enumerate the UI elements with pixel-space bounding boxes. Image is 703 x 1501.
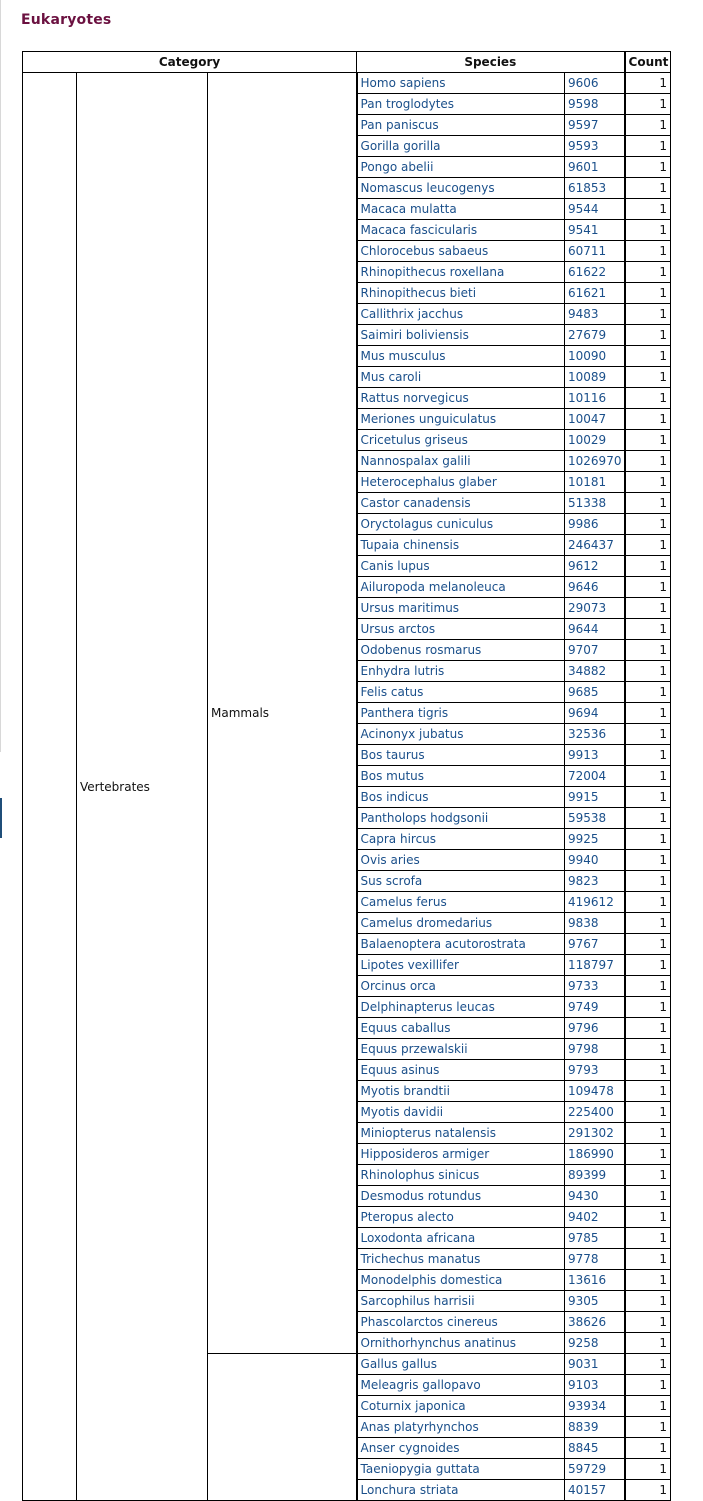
taxonomy-id-cell: 9785 bbox=[565, 1228, 625, 1249]
category-empty-cell bbox=[23, 73, 77, 1501]
count-cell: 1 bbox=[625, 1438, 671, 1459]
count-cell: 1 bbox=[625, 892, 671, 913]
table-body bbox=[23, 73, 671, 1501]
species-link[interactable]: Monodelphis domestica bbox=[360, 1273, 503, 1287]
species-link[interactable]: Equus caballus bbox=[360, 1021, 451, 1035]
count-cell: 1 bbox=[625, 304, 671, 325]
species-link[interactable]: Tupaia chinensis bbox=[360, 538, 460, 552]
taxonomy-id-cell: 9646 bbox=[565, 577, 625, 598]
count-cell: 1 bbox=[625, 220, 671, 241]
species-link[interactable]: Castor canadensis bbox=[360, 496, 471, 510]
count-cell: 1 bbox=[625, 1207, 671, 1228]
count-cell: 1 bbox=[625, 787, 671, 808]
count-cell: 1 bbox=[625, 556, 671, 577]
count-cell: 1 bbox=[625, 829, 671, 850]
count-cell: 1 bbox=[625, 1123, 671, 1144]
count-cell: 1 bbox=[625, 577, 671, 598]
species-name-cell bbox=[357, 1270, 565, 1291]
taxonomy-id-cell: 1026970 bbox=[565, 451, 625, 472]
species-link[interactable]: Gorilla gorilla bbox=[360, 139, 441, 153]
taxonomy-id-cell: 9733 bbox=[565, 976, 625, 997]
species-name-cell bbox=[357, 136, 565, 157]
taxonomy-id-cell: 9258 bbox=[565, 1333, 625, 1354]
taxonomy-id-cell: 59729 bbox=[565, 1459, 625, 1480]
species-link[interactable]: Mus musculus bbox=[360, 349, 446, 363]
taxonomy-id-cell: 9541 bbox=[565, 220, 625, 241]
count-cell: 1 bbox=[625, 1459, 671, 1480]
species-link[interactable]: Pan troglodytes bbox=[360, 97, 455, 111]
species-link[interactable]: Coturnix japonica bbox=[360, 1399, 466, 1413]
species-name-cell bbox=[357, 598, 565, 619]
species-name-cell bbox=[357, 871, 565, 892]
count-cell: 1 bbox=[625, 178, 671, 199]
species-link[interactable]: Odobenus rosmarus bbox=[360, 643, 482, 657]
species-name-cell bbox=[357, 493, 565, 514]
species-link[interactable]: Capra hircus bbox=[360, 832, 437, 846]
species-name-cell bbox=[357, 115, 565, 136]
count-cell: 1 bbox=[625, 283, 671, 304]
taxonomy-id-cell: 34882 bbox=[565, 661, 625, 682]
taxonomy-id-cell: 9402 bbox=[565, 1207, 625, 1228]
taxonomy-id-cell: 118797 bbox=[565, 955, 625, 976]
species-table bbox=[22, 51, 671, 1501]
species-link[interactable]: Miniopterus natalensis bbox=[360, 1126, 496, 1140]
species-name-cell bbox=[357, 220, 565, 241]
species-link[interactable]: Camelus dromedarius bbox=[360, 916, 493, 930]
species-name-cell bbox=[357, 283, 565, 304]
taxonomy-id-cell: 32536 bbox=[565, 724, 625, 745]
species-name-cell bbox=[357, 1438, 565, 1459]
taxonomy-id-cell: 9593 bbox=[565, 136, 625, 157]
species-link[interactable]: Nannospalax galili bbox=[360, 454, 471, 468]
taxonomy-id-cell: 9767 bbox=[565, 934, 625, 955]
count-cell: 1 bbox=[625, 157, 671, 178]
count-cell: 1 bbox=[625, 871, 671, 892]
species-name-cell bbox=[357, 451, 565, 472]
count-cell: 1 bbox=[625, 136, 671, 157]
page-edge-marker bbox=[0, 798, 2, 838]
species-name-cell bbox=[357, 724, 565, 745]
species-link[interactable]: Anser cygnoides bbox=[360, 1441, 460, 1455]
taxonomy-id-cell: 9915 bbox=[565, 787, 625, 808]
species-link[interactable]: Rhinopithecus bieti bbox=[360, 286, 477, 300]
taxonomy-id-cell: 10181 bbox=[565, 472, 625, 493]
species-link[interactable]: Macaca mulatta bbox=[360, 202, 457, 216]
species-link[interactable]: Pan paniscus bbox=[360, 118, 439, 132]
species-link[interactable]: Ailuropoda melanoleuca bbox=[360, 580, 506, 594]
taxonomy-id-cell: 60711 bbox=[565, 241, 625, 262]
taxonomy-id-cell: 9544 bbox=[565, 199, 625, 220]
count-cell: 1 bbox=[625, 1186, 671, 1207]
species-link[interactable]: Pteropus alecto bbox=[360, 1210, 454, 1224]
taxonomy-id-cell: 10029 bbox=[565, 430, 625, 451]
species-name-cell bbox=[357, 955, 565, 976]
taxonomy-id-cell: 40157 bbox=[565, 1480, 625, 1501]
species-name-cell bbox=[357, 1354, 565, 1375]
species-link[interactable]: Felis catus bbox=[360, 685, 424, 699]
count-cell: 1 bbox=[625, 430, 671, 451]
taxonomy-id-cell: 9606 bbox=[565, 73, 625, 94]
species-name-cell bbox=[357, 661, 565, 682]
count-cell: 1 bbox=[625, 955, 671, 976]
taxonomy-id-cell: 9823 bbox=[565, 871, 625, 892]
species-name-cell bbox=[357, 178, 565, 199]
taxonomy-id-cell: 61621 bbox=[565, 283, 625, 304]
taxonomy-id-cell: 9103 bbox=[565, 1375, 625, 1396]
species-name-cell bbox=[357, 976, 565, 997]
section-title: Eukaryotes bbox=[21, 12, 112, 28]
species-link[interactable]: Oryctolagus cuniculus bbox=[360, 517, 494, 531]
species-link[interactable]: Lipotes vexillifer bbox=[360, 958, 459, 972]
count-cell: 1 bbox=[625, 1312, 671, 1333]
count-cell: 1 bbox=[625, 1270, 671, 1291]
taxonomy-id-cell: 93934 bbox=[565, 1396, 625, 1417]
count-cell: 1 bbox=[625, 1480, 671, 1501]
count-cell: 1 bbox=[625, 472, 671, 493]
taxonomy-id-cell: 186990 bbox=[565, 1144, 625, 1165]
taxonomy-id-cell: 9031 bbox=[565, 1354, 625, 1375]
count-cell: 1 bbox=[625, 661, 671, 682]
taxonomy-id-cell: 9986 bbox=[565, 514, 625, 535]
taxonomy-id-cell: 9778 bbox=[565, 1249, 625, 1270]
taxonomy-id-cell: 8839 bbox=[565, 1417, 625, 1438]
taxonomy-id-cell: 9601 bbox=[565, 157, 625, 178]
count-cell: 1 bbox=[625, 514, 671, 535]
count-cell: 1 bbox=[625, 73, 671, 94]
species-name-cell bbox=[357, 913, 565, 934]
count-cell: 1 bbox=[625, 913, 671, 934]
species-link[interactable]: Bos mutus bbox=[360, 769, 425, 783]
count-cell: 1 bbox=[625, 115, 671, 136]
species-link[interactable]: Callithrix jacchus bbox=[360, 307, 464, 321]
species-name-cell bbox=[357, 745, 565, 766]
species-link[interactable]: Sarcophilus harrisii bbox=[360, 1294, 475, 1308]
species-link[interactable]: Ornithorhynchus anatinus bbox=[360, 1336, 516, 1350]
group-category-cell: Mammals bbox=[208, 73, 357, 1354]
species-name-cell bbox=[357, 262, 565, 283]
species-link[interactable]: Equus przewalskii bbox=[360, 1042, 468, 1056]
taxonomy-id-cell: 419612 bbox=[565, 892, 625, 913]
species-name-cell bbox=[357, 514, 565, 535]
species-link[interactable]: Homo sapiens bbox=[360, 76, 446, 90]
species-name-cell bbox=[357, 304, 565, 325]
count-cell: 1 bbox=[625, 1102, 671, 1123]
species-name-cell bbox=[357, 1102, 565, 1123]
species-name-cell bbox=[357, 682, 565, 703]
species-link[interactable]: Macaca fascicularis bbox=[360, 223, 478, 237]
species-name-cell bbox=[357, 892, 565, 913]
taxonomy-id-cell: 9838 bbox=[565, 913, 625, 934]
taxonomy-id-cell: 51338 bbox=[565, 493, 625, 514]
taxonomy-id-cell: 9796 bbox=[565, 1018, 625, 1039]
species-link[interactable]: Pongo abelii bbox=[360, 160, 434, 174]
taxonomy-id-cell: 9793 bbox=[565, 1060, 625, 1081]
taxonomy-id-cell: 9430 bbox=[565, 1186, 625, 1207]
count-cell: 1 bbox=[625, 451, 671, 472]
species-name-cell bbox=[357, 199, 565, 220]
count-cell: 1 bbox=[625, 640, 671, 661]
species-name-cell bbox=[357, 787, 565, 808]
count-cell: 1 bbox=[625, 598, 671, 619]
species-name-cell bbox=[357, 1186, 565, 1207]
taxonomy-id-cell: 9644 bbox=[565, 619, 625, 640]
species-link[interactable]: Rhinolophus sinicus bbox=[360, 1168, 480, 1182]
species-name-cell bbox=[357, 1060, 565, 1081]
count-cell: 1 bbox=[625, 1060, 671, 1081]
count-cell: 1 bbox=[625, 94, 671, 115]
page-edge-line bbox=[0, 0, 1, 752]
species-name-cell bbox=[357, 1123, 565, 1144]
taxonomy-id-cell: 9694 bbox=[565, 703, 625, 724]
taxonomy-id-cell: 13616 bbox=[565, 1270, 625, 1291]
count-cell: 1 bbox=[625, 493, 671, 514]
species-link[interactable]: Heterocephalus glaber bbox=[360, 475, 497, 489]
species-link[interactable]: Orcinus orca bbox=[360, 979, 436, 993]
species-name-cell bbox=[357, 1417, 565, 1438]
count-cell: 1 bbox=[625, 199, 671, 220]
species-link[interactable]: Chlorocebus sabaeus bbox=[360, 244, 489, 258]
count-cell: 1 bbox=[625, 1354, 671, 1375]
species-link[interactable]: Ursus maritimus bbox=[360, 601, 460, 615]
species-name-cell bbox=[357, 997, 565, 1018]
species-link[interactable]: Desmodus rotundus bbox=[360, 1189, 482, 1203]
count-cell: 1 bbox=[625, 388, 671, 409]
taxonomy-id-cell: 29073 bbox=[565, 598, 625, 619]
count-cell: 1 bbox=[625, 1375, 671, 1396]
count-cell: 1 bbox=[625, 850, 671, 871]
species-link[interactable]: Meleagris gallopavo bbox=[360, 1378, 481, 1392]
taxonomy-id-cell: 9685 bbox=[565, 682, 625, 703]
species-name-cell bbox=[357, 1207, 565, 1228]
taxonomy-id-cell: 10116 bbox=[565, 388, 625, 409]
species-name-cell bbox=[357, 1396, 565, 1417]
species-link[interactable]: Myotis davidii bbox=[360, 1105, 444, 1119]
species-name-cell bbox=[357, 556, 565, 577]
count-cell: 1 bbox=[625, 1249, 671, 1270]
species-link[interactable]: Rhinopithecus roxellana bbox=[360, 265, 505, 279]
count-cell: 1 bbox=[625, 934, 671, 955]
species-name-cell bbox=[357, 1459, 565, 1480]
taxonomy-id-cell: 9707 bbox=[565, 640, 625, 661]
species-name-cell bbox=[357, 640, 565, 661]
species-link[interactable]: Saimiri boliviensis bbox=[360, 328, 469, 342]
species-link[interactable]: Sus scrofa bbox=[360, 874, 423, 888]
species-name-cell bbox=[357, 1312, 565, 1333]
species-link[interactable]: Delphinapterus leucas bbox=[360, 1000, 495, 1014]
taxonomy-id-cell: 89399 bbox=[565, 1165, 625, 1186]
count-cell: 1 bbox=[625, 1333, 671, 1354]
taxonomy-id-cell: 59538 bbox=[565, 808, 625, 829]
count-cell: 1 bbox=[625, 976, 671, 997]
taxonomy-id-cell: 27679 bbox=[565, 325, 625, 346]
species-name-cell bbox=[357, 1375, 565, 1396]
taxonomy-id-cell: 9940 bbox=[565, 850, 625, 871]
species-link[interactable]: Pantholops hodgsonii bbox=[360, 811, 489, 825]
species-name-cell bbox=[357, 934, 565, 955]
count-cell: 1 bbox=[625, 367, 671, 388]
taxonomy-id-cell: 9749 bbox=[565, 997, 625, 1018]
count-cell: 1 bbox=[625, 619, 671, 640]
species-link[interactable]: Gallus gallus bbox=[360, 1357, 438, 1371]
species-name-cell bbox=[357, 703, 565, 724]
species-name-cell bbox=[357, 1018, 565, 1039]
species-link[interactable]: Camelus ferus bbox=[360, 895, 447, 909]
taxonomy-id-cell: 38626 bbox=[565, 1312, 625, 1333]
count-cell: 1 bbox=[625, 409, 671, 430]
species-name-cell bbox=[357, 829, 565, 850]
species-name-cell bbox=[357, 1480, 565, 1501]
species-name-cell bbox=[357, 73, 565, 94]
species-link[interactable]: Loxodonta africana bbox=[360, 1231, 476, 1245]
taxonomy-id-cell: 9305 bbox=[565, 1291, 625, 1312]
count-cell: 1 bbox=[625, 1228, 671, 1249]
species-link[interactable]: Lonchura striata bbox=[360, 1483, 459, 1497]
count-cell: 1 bbox=[625, 1018, 671, 1039]
species-link[interactable]: Enhydra lutris bbox=[360, 664, 445, 678]
taxonomy-id-cell: 10090 bbox=[565, 346, 625, 367]
count-cell: 1 bbox=[625, 1081, 671, 1102]
count-cell: 1 bbox=[625, 325, 671, 346]
count-cell: 1 bbox=[625, 262, 671, 283]
species-link[interactable]: Ursus arctos bbox=[360, 622, 436, 636]
taxonomy-id-cell: 10047 bbox=[565, 409, 625, 430]
count-cell: 1 bbox=[625, 241, 671, 262]
species-link[interactable]: Bos indicus bbox=[360, 790, 429, 804]
taxonomy-id-cell: 72004 bbox=[565, 766, 625, 787]
species-name-cell bbox=[357, 1081, 565, 1102]
species-name-cell bbox=[357, 430, 565, 451]
taxonomy-id-cell: 225400 bbox=[565, 1102, 625, 1123]
species-name-cell bbox=[357, 1144, 565, 1165]
species-link[interactable]: Phascolarctos cinereus bbox=[360, 1315, 498, 1329]
table-row bbox=[23, 73, 671, 94]
species-link[interactable]: Nomascus leucogenys bbox=[360, 181, 495, 195]
count-cell: 1 bbox=[625, 1144, 671, 1165]
taxonomy-id-cell: 61853 bbox=[565, 178, 625, 199]
species-name-cell bbox=[357, 94, 565, 115]
species-link[interactable]: Ovis aries bbox=[360, 853, 420, 867]
species-name-cell bbox=[357, 157, 565, 178]
species-link[interactable]: Trichechus manatus bbox=[360, 1252, 481, 1266]
species-name-cell bbox=[357, 535, 565, 556]
count-cell: 1 bbox=[625, 346, 671, 367]
species-name-cell bbox=[357, 1039, 565, 1060]
species-name-cell bbox=[357, 577, 565, 598]
count-cell: 1 bbox=[625, 1417, 671, 1438]
table-header-row bbox=[23, 52, 671, 73]
species-name-cell bbox=[357, 1228, 565, 1249]
taxonomy-id-cell: 10089 bbox=[565, 367, 625, 388]
species-name-cell bbox=[357, 808, 565, 829]
species-name-cell bbox=[357, 388, 565, 409]
species-name-cell bbox=[357, 367, 565, 388]
species-link[interactable]: Rattus norvegicus bbox=[360, 391, 469, 405]
species-link[interactable]: Meriones unguiculatus bbox=[360, 412, 497, 426]
species-name-cell bbox=[357, 472, 565, 493]
taxonomy-id-cell: 8845 bbox=[565, 1438, 625, 1459]
species-link[interactable]: Hipposideros armiger bbox=[360, 1147, 490, 1161]
species-link[interactable]: Mus caroli bbox=[360, 370, 422, 384]
count-cell: 1 bbox=[625, 1165, 671, 1186]
species-link[interactable]: Myotis brandtii bbox=[360, 1084, 450, 1098]
count-cell: 1 bbox=[625, 1396, 671, 1417]
species-link[interactable]: Canis lupus bbox=[360, 559, 430, 573]
taxonomy-id-cell: 9597 bbox=[565, 115, 625, 136]
parent-category-cell: Vertebrates bbox=[77, 73, 208, 1501]
count-cell: 1 bbox=[625, 703, 671, 724]
group-category-cell bbox=[208, 1354, 357, 1501]
count-cell: 1 bbox=[625, 766, 671, 787]
taxonomy-id-cell: 9598 bbox=[565, 94, 625, 115]
count-cell: 1 bbox=[625, 724, 671, 745]
species-name-cell bbox=[357, 850, 565, 871]
count-cell: 1 bbox=[625, 1291, 671, 1312]
species-link[interactable]: Balaenoptera acutorostrata bbox=[360, 937, 526, 951]
species-link[interactable]: Taeniopygia guttata bbox=[360, 1462, 480, 1476]
taxonomy-id-cell: 9612 bbox=[565, 556, 625, 577]
species-name-cell bbox=[357, 619, 565, 640]
species-name-cell bbox=[357, 346, 565, 367]
taxonomy-id-cell: 246437 bbox=[565, 535, 625, 556]
taxonomy-id-cell: 9798 bbox=[565, 1039, 625, 1060]
species-name-cell bbox=[357, 241, 565, 262]
count-cell: 1 bbox=[625, 1039, 671, 1060]
category-header: Category bbox=[23, 52, 357, 73]
species-header: Species bbox=[357, 52, 625, 73]
species-link[interactable]: Cricetulus griseus bbox=[360, 433, 468, 447]
taxonomy-id-cell: 9913 bbox=[565, 745, 625, 766]
species-link[interactable]: Anas platyrhynchos bbox=[360, 1420, 479, 1434]
taxonomy-id-cell: 9925 bbox=[565, 829, 625, 850]
taxonomy-id-cell: 9483 bbox=[565, 304, 625, 325]
count-cell: 1 bbox=[625, 745, 671, 766]
species-name-cell bbox=[357, 409, 565, 430]
taxonomy-id-cell: 109478 bbox=[565, 1081, 625, 1102]
count-cell: 1 bbox=[625, 682, 671, 703]
species-name-cell bbox=[357, 1333, 565, 1354]
count-header: Count bbox=[625, 52, 671, 73]
taxonomy-id-cell: 61622 bbox=[565, 262, 625, 283]
count-cell: 1 bbox=[625, 808, 671, 829]
species-link[interactable]: Equus asinus bbox=[360, 1063, 440, 1077]
species-name-cell bbox=[357, 766, 565, 787]
count-cell: 1 bbox=[625, 535, 671, 556]
species-name-cell bbox=[357, 1291, 565, 1312]
species-name-cell bbox=[357, 1165, 565, 1186]
count-cell: 1 bbox=[625, 997, 671, 1018]
taxonomy-id-cell: 291302 bbox=[565, 1123, 625, 1144]
species-name-cell bbox=[357, 1249, 565, 1270]
species-name-cell bbox=[357, 325, 565, 346]
species-link[interactable]: Panthera tigris bbox=[360, 706, 449, 720]
species-link[interactable]: Acinonyx jubatus bbox=[360, 727, 464, 741]
species-link[interactable]: Bos taurus bbox=[360, 748, 425, 762]
